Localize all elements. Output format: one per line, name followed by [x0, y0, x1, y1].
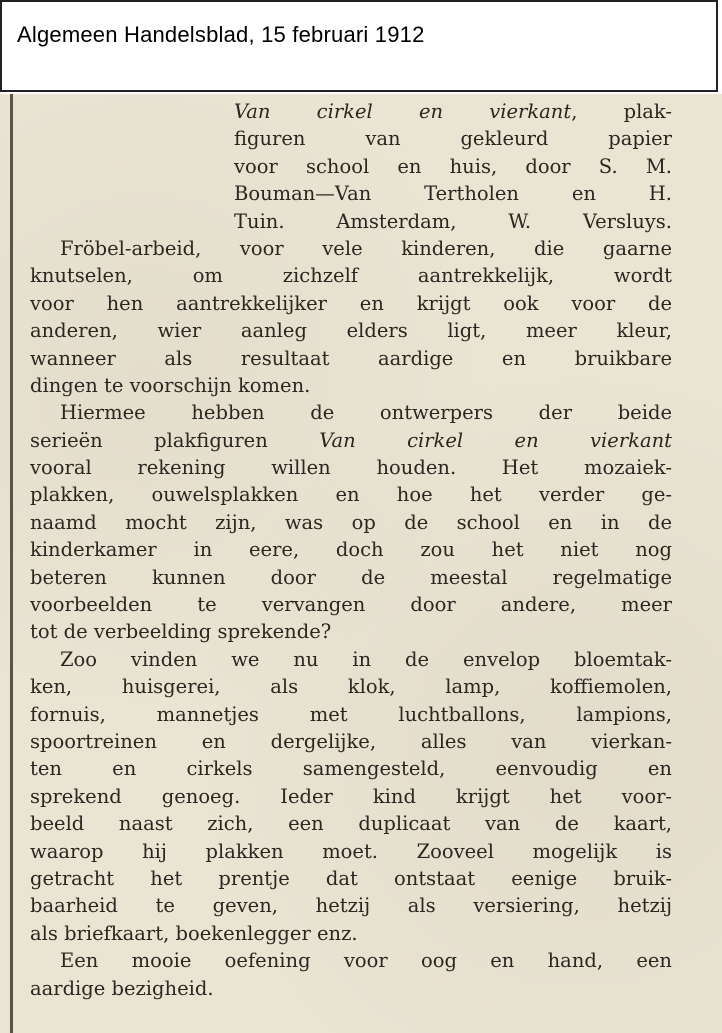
text-segment: Bouman—Van Tertholen en H.: [234, 182, 672, 206]
italic-title-text: Van cirkel en vierkant: [234, 100, 572, 123]
paragraph-line: [30, 399, 672, 426]
paragraph-line: [30, 618, 672, 645]
text-segment: Fröbel-arbeid, voor vele kinderen, die gaarne: [60, 236, 672, 260]
heading-line: [30, 153, 672, 180]
italic-title-text: Van cirkel en vierkant: [319, 428, 672, 452]
text-segment: , plak-: [571, 100, 672, 123]
heading-line: [30, 208, 672, 235]
paragraph-line: [30, 975, 672, 1002]
text-segment: Zoo vinden we nu in de envelop bloemtak-: [60, 647, 672, 671]
text-segment: sprekend genoeg. Ieder kind krijgt het voor-: [30, 784, 672, 808]
paragraph-line: [30, 317, 672, 344]
paragraph-line: [30, 235, 672, 262]
text-segment: Hiermee hebben de ontwerpers der beide: [60, 401, 672, 425]
paragraph-line: [30, 728, 672, 755]
heading-line: [30, 180, 672, 207]
caption-title: Algemeen Handelsblad, 15 februari 1912: [17, 22, 425, 47]
paragraph-line: [30, 783, 672, 810]
heading-line: [30, 98, 672, 125]
text-segment: plakken, ouwelsplakken en hoe het verder ge-: [30, 483, 672, 507]
paragraph-line: [30, 865, 672, 892]
text-segment: kinderkamer in eere, doch zou het niet nog: [30, 538, 672, 562]
paragraph-line: [30, 454, 672, 481]
text-segment: beeld naast zich, een duplicaat van de kaart,: [30, 812, 672, 836]
text-segment: baarheid te geven, hetzij als versiering, hetzij: [30, 894, 672, 918]
paragraph-line: [30, 427, 672, 454]
text-segment: knutselen, om zichzelf aantrekkelijk, wordt: [30, 264, 672, 288]
text-segment: spoortreinen en dergelijke, alles van vierkan-: [30, 729, 672, 753]
text-segment: getracht het prentje dat ontstaat eenige bruik-: [30, 866, 672, 890]
text-segment: voorbeelden te vervangen door andere, meer: [30, 593, 672, 617]
text-segment: naamd mocht zijn, was op de school en in de: [30, 510, 672, 534]
text-segment: als briefkaart, boekenlegger enz.: [30, 921, 358, 945]
paragraph-line: [30, 673, 672, 700]
text-segment: beteren kunnen door de meestal regelmatige: [30, 565, 672, 589]
text-segment: waarop hij plakken moet. Zooveel mogelijk is: [30, 839, 672, 863]
text-segment: figuren van gekleurd papier: [234, 127, 672, 151]
paragraph-line: [30, 372, 672, 399]
text-segment: ken, huisgerei, als klok, lamp, koffiemolen,: [30, 675, 672, 699]
paragraph-line: [30, 755, 672, 782]
paragraph-line: [30, 838, 672, 865]
paragraph-line: [30, 646, 672, 673]
paragraph-line: [30, 262, 672, 289]
text-segment: anderen, wier aanleg elders ligt, meer kleur,: [30, 319, 672, 343]
caption-box: [0, 0, 718, 92]
text-segment: Tuin. Amsterdam, W. Versluys.: [234, 209, 672, 233]
text-segment: voor school en huis, door S. M.: [234, 154, 672, 178]
paragraph-line: [30, 345, 672, 372]
text-segment: tot de verbeelding sprekende?: [30, 620, 332, 644]
paragraph-line: [30, 564, 672, 591]
heading-line: [30, 125, 672, 152]
paragraph-line: [30, 509, 672, 536]
paragraph-line: [30, 810, 672, 837]
text-segment: fornuis, mannetjes met luchtballons, lampions,: [30, 702, 672, 726]
paragraph-line: [30, 947, 672, 974]
paragraph-line: [30, 701, 672, 728]
paragraph-line: [30, 892, 672, 919]
text-segment: dingen te voorschijn komen.: [30, 373, 311, 397]
text-segment: voor hen aantrekkelijker en krijgt ook voor de: [30, 291, 672, 315]
newspaper-clipping: [0, 94, 722, 1033]
text-segment: wanneer als resultaat aardige en bruikbare: [30, 346, 672, 370]
paragraph-line: [30, 290, 672, 317]
paragraph-line: [30, 536, 672, 563]
text-segment: aardige bezigheid.: [30, 976, 214, 1000]
paragraph-line: [30, 481, 672, 508]
column-rule: [10, 94, 13, 1033]
paragraph-line: [30, 591, 672, 618]
paragraph-line: [30, 920, 672, 947]
article-body: [30, 98, 672, 1002]
text-segment: ten en cirkels samengesteld, eenvoudig en: [30, 757, 672, 781]
text-segment: vooral rekening willen houden. Het mozaiek-: [30, 456, 672, 480]
text-segment: Een mooie oefening voor oog en hand, een: [60, 949, 672, 973]
text-segment: serieën plakfiguren: [30, 428, 320, 452]
